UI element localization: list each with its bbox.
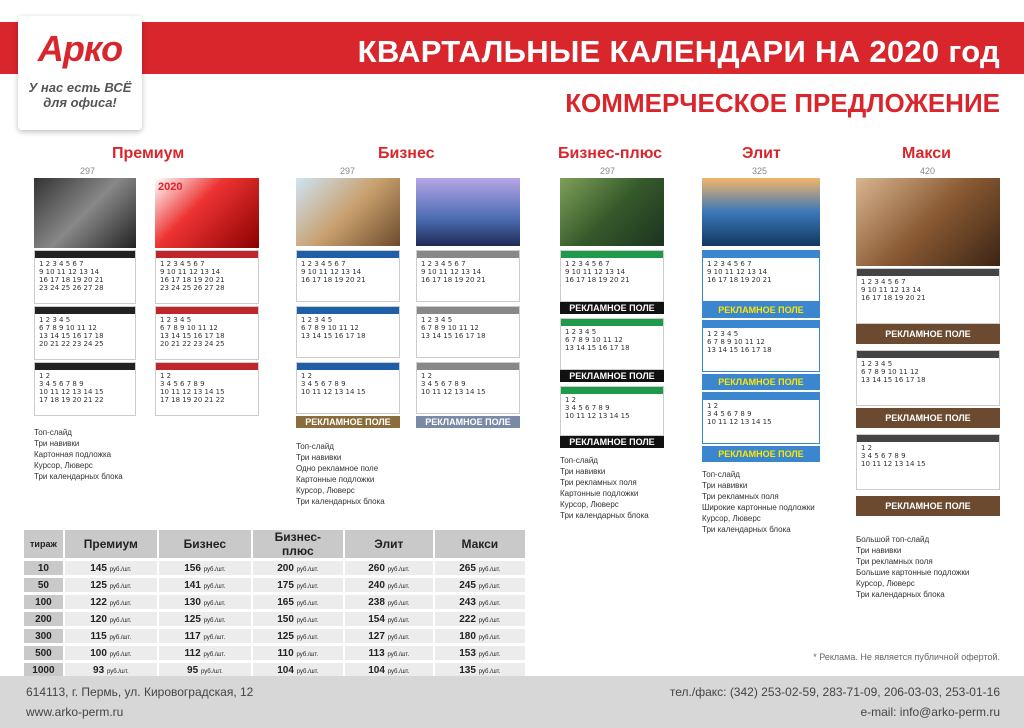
feature-item: Топ-слайд (34, 428, 72, 437)
price-cell (345, 663, 433, 677)
price-value: 180 (459, 630, 476, 642)
price-table (22, 527, 527, 680)
calendar-block: 1 2 3 4 5 6 7 9 10 11 12 13 14 16 17 18 19 20 21 (560, 250, 664, 302)
price-unit: руб./шт. (109, 583, 132, 590)
feature-item: Три календарных блока (702, 525, 791, 534)
price-value: 100 (90, 647, 107, 659)
slogan-line-1: У нас есть ВСЁ (28, 80, 132, 95)
table-row (24, 663, 525, 677)
price-unit: руб./шт. (109, 566, 132, 573)
price-value: 238 (368, 596, 385, 608)
price-unit: руб./шт. (478, 651, 501, 658)
price-value: 125 (184, 613, 201, 625)
feature-item: Курсор, Люверс (560, 500, 619, 509)
mountain-photo (416, 178, 520, 246)
price-unit: руб./шт. (109, 617, 132, 624)
price-unit: руб./шт. (296, 634, 319, 641)
ad-field: РЕКЛАМНОЕ ПОЛЕ (856, 496, 1000, 516)
price-unit: руб./шт. (203, 566, 226, 573)
width-label-premium: 297 (80, 166, 96, 176)
feature-item: Картонные подложки (560, 489, 639, 498)
page-title: КВАРТАЛЬНЫЕ КАЛЕНДАРИ НА 2020 год (357, 34, 1000, 69)
calendar-block: 1 2 3 4 5 6 7 8 9 10 11 12 13 14 15 16 17 18 (856, 350, 1000, 406)
price-unit: руб./шт. (203, 583, 226, 590)
price-value: 153 (459, 647, 476, 659)
ad-field: РЕКЛАМНОЕ ПОЛЕ (702, 302, 820, 318)
calendar-block: 1 2 3 4 5 6 7 9 10 11 12 13 14 16 17 18 19 20 21 (416, 250, 520, 302)
slogan-line-2: для офиса! (43, 95, 117, 110)
price-unit: руб./шт. (478, 600, 501, 607)
price-value: 95 (187, 664, 199, 676)
features-business (296, 441, 385, 507)
price-cell (435, 612, 525, 626)
price-value: 104 (368, 664, 385, 676)
price-unit: руб./шт. (296, 566, 319, 573)
feature-item: Три календарных блока (560, 511, 649, 520)
price-cell (253, 595, 343, 609)
price-cell (435, 646, 525, 660)
product-title-elite: Элит (742, 145, 781, 162)
price-cell (435, 629, 525, 643)
price-unit: руб./шт. (478, 617, 501, 624)
qty-cell: 500 (24, 646, 63, 660)
footer-phone: тел./факс: (342) 253-02-59, 283-71-09, 206-03-03, 253-01-16 (669, 685, 1000, 699)
price-unit: руб./шт. (106, 668, 129, 675)
children-photo (856, 178, 1000, 266)
price-cell (435, 578, 525, 592)
price-value: 115 (90, 630, 107, 642)
calendar-block: 1 2 3 4 5 6 7 8 9 10 11 12 13 14 15 17 18 19 20 21 22 (155, 362, 259, 416)
price-value: 165 (277, 596, 294, 608)
calendar-block: 1 2 3 4 5 6 7 8 9 10 11 12 13 14 15 16 17 18 (296, 306, 400, 358)
feature-item: Три календарных блока (296, 497, 385, 506)
price-cell (253, 612, 343, 626)
price-unit: руб./шт. (296, 651, 319, 658)
year-label: 2020 (158, 181, 183, 193)
table-row (24, 578, 525, 592)
ad-field: РЕКЛАМНОЕ ПОЛЕ (416, 416, 520, 428)
feature-item: Три навивки (560, 467, 606, 476)
product-title-business-plus: Бизнес-плюс (558, 145, 663, 162)
price-cell (65, 578, 157, 592)
ad-field: РЕКЛАМНОЕ ПОЛЕ (702, 374, 820, 390)
calendar-block: 1 2 3 4 5 6 7 8 9 10 11 12 13 14 15 (856, 434, 1000, 490)
price-value: 245 (459, 579, 476, 591)
table-row (24, 595, 525, 609)
qty-cell: 300 (24, 629, 63, 643)
header-band (0, 22, 1024, 74)
calendar-block: 1 2 3 4 5 6 7 8 9 10 11 12 13 14 15 17 18 19 20 21 22 (34, 362, 136, 416)
pets-photo (296, 178, 400, 246)
qty-header: тираж (24, 530, 63, 558)
footer (0, 676, 1024, 728)
feature-item: Топ-слайд (296, 442, 334, 451)
calendar-business-plus (560, 178, 664, 450)
price-value: 156 (184, 562, 201, 574)
price-cell (159, 663, 251, 677)
price-value: 175 (277, 579, 294, 591)
features-elite (702, 469, 815, 535)
feature-item: Картонные подложки (296, 475, 375, 484)
price-cell (345, 612, 433, 626)
calendar-block: 1 2 3 4 5 6 7 9 10 11 12 13 14 16 17 18 19 20 21 23 24 25 26 27 28 (34, 250, 136, 304)
table-row (24, 629, 525, 643)
col-header-premium: Премиум (65, 530, 157, 558)
price-value: 141 (184, 579, 201, 591)
calendar-block: 1 2 3 4 5 6 7 8 9 10 11 12 13 14 15 (560, 386, 664, 436)
price-unit: руб./шт. (387, 583, 410, 590)
price-cell (253, 646, 343, 660)
price-value: 93 (93, 664, 105, 676)
price-unit: руб./шт. (296, 617, 319, 624)
feature-item: Широкие картонные подложки (702, 503, 815, 512)
price-unit: руб./шт. (296, 583, 319, 590)
price-cell (253, 663, 343, 677)
price-value: 222 (459, 613, 476, 625)
ad-field: РЕКЛАМНОЕ ПОЛЕ (560, 436, 664, 448)
feature-item: Картонная подложка (34, 450, 112, 459)
disclaimer: * Реклама. Не является публичной офертой. (813, 652, 1000, 662)
calendar-maxi (856, 178, 1000, 524)
price-unit: руб./шт. (387, 634, 410, 641)
feature-item: Три навивки (34, 439, 80, 448)
calendar-block: 1 2 3 4 5 6 7 9 10 11 12 13 14 16 17 18 19 20 21 (702, 250, 820, 302)
qty-cell: 10 (24, 561, 63, 575)
price-unit: руб./шт. (203, 651, 226, 658)
price-unit: руб./шт. (296, 600, 319, 607)
price-cell (159, 612, 251, 626)
sea-photo (702, 178, 820, 246)
feature-item: Топ-слайд (702, 470, 740, 479)
price-value: 110 (277, 647, 294, 659)
price-unit: руб./шт. (200, 668, 223, 675)
col-header-business-plus: Бизнес-плюс (253, 530, 343, 558)
price-cell (253, 629, 343, 643)
price-unit: руб./шт. (387, 668, 410, 675)
price-cell (65, 561, 157, 575)
price-value: 104 (277, 664, 294, 676)
features-business-plus (560, 455, 649, 521)
product-title-maxi: Макси (902, 145, 951, 162)
price-cell (345, 561, 433, 575)
col-header-business: Бизнес (159, 530, 251, 558)
footer-address: 614113, г. Пермь, ул. Кировоградская, 12 (26, 685, 254, 699)
logo-box[interactable] (18, 16, 142, 130)
price-cell (253, 578, 343, 592)
price-cell (435, 595, 525, 609)
price-unit: руб./шт. (203, 634, 226, 641)
price-cell (345, 629, 433, 643)
calendar-block: 1 2 3 4 5 6 7 8 9 10 11 12 13 14 15 (702, 392, 820, 444)
feature-item: Курсор, Люверс (856, 579, 915, 588)
arko-logo: Арко (37, 28, 123, 69)
qty-cell: 200 (24, 612, 63, 626)
feature-item: Три календарных блока (856, 590, 945, 599)
price-cell (159, 595, 251, 609)
width-label-business-plus: 297 (600, 166, 616, 176)
ad-field: РЕКЛАМНОЕ ПОЛЕ (856, 408, 1000, 428)
calendar-block: 1 2 3 4 5 6 7 8 9 10 11 12 13 14 15 (416, 362, 520, 414)
col-header-maxi: Макси (435, 530, 525, 558)
product-title-business: Бизнес (378, 145, 435, 162)
price-cell (345, 595, 433, 609)
forest-photo (560, 178, 664, 246)
table-row (24, 646, 525, 660)
price-unit: руб./шт. (387, 566, 410, 573)
calendar-premium-1 (34, 178, 136, 418)
calendar-block: 1 2 3 4 5 6 7 9 10 11 12 13 14 16 17 18 19 20 21 (296, 250, 400, 302)
feature-item: Три навивки (702, 481, 748, 490)
price-value: 150 (277, 613, 294, 625)
table-row (24, 612, 525, 626)
price-cell (65, 595, 157, 609)
feature-item: Три календарных блока (34, 472, 123, 481)
price-value: 145 (90, 562, 107, 574)
page-subtitle: КОММЕРЧЕСКОЕ ПРЕДЛОЖЕНИЕ (565, 88, 1000, 118)
width-label-business: 297 (340, 166, 356, 176)
price-table-header (24, 530, 525, 558)
price-cell (65, 646, 157, 660)
calendar-block: 1 2 3 4 5 6 7 8 9 10 11 12 13 14 15 16 17 18 20 21 22 23 24 25 (155, 306, 259, 360)
price-unit: руб./шт. (478, 583, 501, 590)
price-unit: руб./шт. (109, 600, 132, 607)
price-value: 265 (459, 562, 476, 574)
price-cell (159, 646, 251, 660)
feature-item: Курсор, Люверс (34, 461, 93, 470)
price-unit: руб./шт. (109, 651, 132, 658)
footer-email-link[interactable]: e-mail: info@arko-perm.ru (860, 705, 1000, 719)
feature-item: Три рекламных поля (702, 492, 779, 501)
product-title-premium: Премиум (112, 145, 185, 162)
calendar-block: 1 2 3 4 5 6 7 8 9 10 11 12 13 14 15 16 17 18 20 21 22 23 24 25 (34, 306, 136, 360)
price-value: 130 (184, 596, 201, 608)
price-value: 127 (368, 630, 385, 642)
feature-item: Одно рекламное поле (296, 464, 379, 473)
owl-photo (34, 178, 136, 248)
slogan (18, 80, 142, 110)
price-cell (65, 663, 157, 677)
price-unit: руб./шт. (387, 651, 410, 658)
price-unit: руб./шт. (109, 634, 132, 641)
qty-cell: 100 (24, 595, 63, 609)
price-cell (253, 561, 343, 575)
calendar-block: 1 2 3 4 5 6 7 8 9 10 11 12 13 14 15 16 17 18 (416, 306, 520, 358)
feature-item: Курсор, Люверс (702, 514, 761, 523)
price-unit: руб./шт. (387, 600, 410, 607)
price-unit: руб./шт. (203, 600, 226, 607)
price-value: 125 (277, 630, 294, 642)
price-cell (435, 561, 525, 575)
calendar-elite (702, 178, 820, 464)
price-cell (159, 561, 251, 575)
price-cell (345, 646, 433, 660)
feature-item: Большой топ-слайд (856, 535, 930, 544)
price-unit: руб./шт. (478, 668, 501, 675)
price-value: 260 (368, 562, 385, 574)
price-value: 200 (277, 562, 294, 574)
width-label-elite: 325 (752, 166, 768, 176)
ad-field: РЕКЛАМНОЕ ПОЛЕ (560, 302, 664, 314)
price-value: 240 (368, 579, 385, 591)
price-cell (65, 629, 157, 643)
price-cell (65, 612, 157, 626)
calendar-business-2 (416, 178, 520, 430)
feature-item: Три рекламных поля (560, 478, 637, 487)
ad-field: РЕКЛАМНОЕ ПОЛЕ (702, 446, 820, 462)
price-value: 117 (184, 630, 201, 642)
calendar-block: 1 2 3 4 5 6 7 9 10 11 12 13 14 16 17 18 19 20 21 (856, 268, 1000, 324)
price-unit: руб./шт. (478, 566, 501, 573)
price-cell (159, 629, 251, 643)
ad-field: РЕКЛАМНОЕ ПОЛЕ (560, 370, 664, 382)
feature-item: Топ-слайд (560, 456, 598, 465)
calendar-block: 1 2 3 4 5 6 7 9 10 11 12 13 14 16 17 18 19 20 21 23 24 25 26 27 28 (155, 250, 259, 304)
calendar-block: 1 2 3 4 5 6 7 8 9 10 11 12 13 14 15 16 17 18 (560, 318, 664, 370)
feature-item: Большие картонные подложки (856, 568, 970, 577)
price-unit: руб./шт. (203, 617, 226, 624)
features-premium (34, 427, 123, 482)
qty-cell: 1000 (24, 663, 63, 677)
price-unit: руб./шт. (387, 617, 410, 624)
qty-cell: 50 (24, 578, 63, 592)
feature-item: Три рекламных поля (856, 557, 933, 566)
ad-field: РЕКЛАМНОЕ ПОЛЕ (856, 324, 1000, 344)
price-value: 135 (459, 664, 476, 676)
price-value: 154 (368, 613, 385, 625)
price-value: 122 (90, 596, 107, 608)
price-value: 243 (459, 596, 476, 608)
price-value: 120 (90, 613, 107, 625)
calendar-block: 1 2 3 4 5 6 7 8 9 10 11 12 13 14 15 (296, 362, 400, 414)
price-cell (435, 663, 525, 677)
footer-website-link[interactable]: www.arko-perm.ru (26, 705, 124, 719)
feature-item: Три навивки (296, 453, 342, 462)
features-maxi (856, 534, 969, 600)
price-value: 113 (368, 647, 385, 659)
table-row (24, 561, 525, 575)
col-header-elite: Элит (345, 530, 433, 558)
price-value: 125 (90, 579, 107, 591)
strawberry-photo (155, 178, 259, 248)
calendar-business-1 (296, 178, 400, 430)
price-cell (345, 578, 433, 592)
calendar-premium-2 (155, 178, 259, 418)
ad-field: РЕКЛАМНОЕ ПОЛЕ (296, 416, 400, 428)
price-value: 112 (184, 647, 201, 659)
width-label-maxi: 420 (920, 166, 936, 176)
price-unit: руб./шт. (478, 634, 501, 641)
feature-item: Курсор, Люверс (296, 486, 355, 495)
price-cell (159, 578, 251, 592)
calendar-block: 1 2 3 4 5 6 7 8 9 10 11 12 13 14 15 16 17 18 (702, 320, 820, 372)
price-unit: руб./шт. (296, 668, 319, 675)
feature-item: Три навивки (856, 546, 902, 555)
